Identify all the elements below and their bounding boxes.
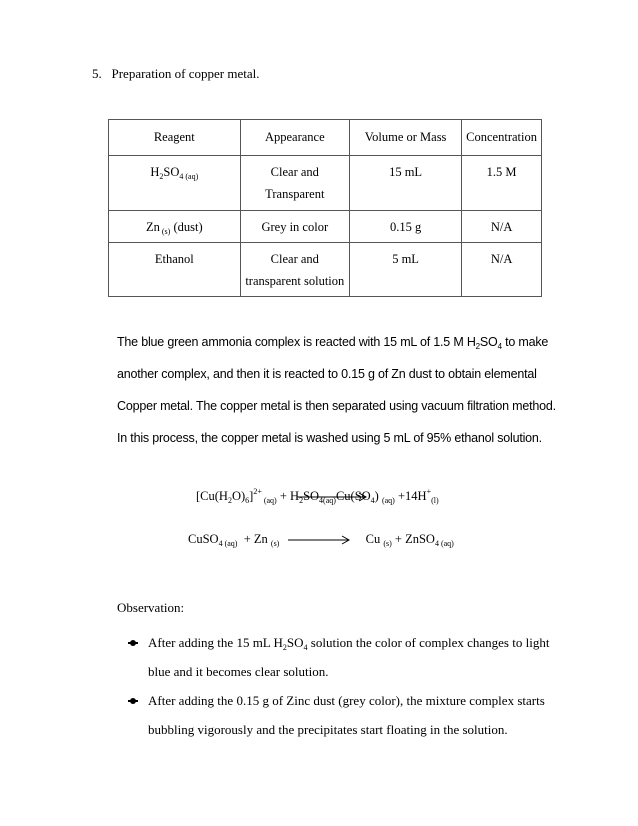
table-row [109, 156, 542, 211]
body-paragraph: The blue green ammonia complex is reacted with 15 mL of 1.5 M $H_2SO_4$ to make another complex, and then it is reacted to 0.15 g of Zn dust to obtain elemental Copper metal. The copper metal is then separated using vacuum filtration method. In this process, the copper metal is washed using 5 mL of 95% ethanol solution. [117, 335, 556, 445]
section-number: 5. [92, 66, 102, 81]
list-item: After adding the 0.15 g of Zinc dust (grey color), the mixture complex starts bubbling vigorously and the precipitates start floating in the solution. [128, 686, 568, 744]
cell-concentration: N/A [462, 211, 542, 243]
table-header-row [109, 120, 542, 156]
list-item: After adding the 15 mL $H_2SO_4$ solution the color of complex changes to light blue and it becomes clear solution. [128, 628, 568, 686]
header-reagent: Reagent [109, 120, 241, 156]
header-volume: Volume or Mass [349, 120, 461, 156]
cell-concentration: N/A [462, 243, 542, 297]
cell-reagent: $H_2SO_{4 (aq)}$ [109, 156, 241, 211]
reaction-arrow [297, 492, 369, 502]
cell-appearance: Grey in color [240, 211, 349, 243]
header-appearance: Appearance [240, 120, 349, 156]
bullet-icon [130, 640, 136, 646]
observation-list [128, 628, 568, 744]
header-concentration: Concentration [462, 120, 542, 156]
cell-reagent: Zn $_{(s)}$ (dust) [109, 211, 241, 243]
section-heading [92, 66, 260, 82]
cell-volume: 15 mL [349, 156, 461, 211]
cell-volume: 0.15 g [349, 211, 461, 243]
reaction-equation-2: CuSO$_{4 (aq)}$ + Zn $_{(s)}$ Cu $_{(s)}$ + ZnSO$_{4 (aq)}$ [188, 532, 454, 548]
cell-reagent: Ethanol [109, 243, 241, 297]
table-row [109, 243, 542, 297]
cell-appearance: Clear and Transparent [240, 156, 349, 211]
table-row [109, 211, 542, 243]
reagent-table [108, 119, 542, 297]
cell-appearance: Clear and transparent solution [240, 243, 349, 297]
bullet-icon [130, 698, 136, 704]
cell-concentration: 1.5 M [462, 156, 542, 211]
reaction-equation-1: $[Cu(H_2O)_6]^{2+}$ $_{(aq)} + H_2SO_{4(aq)}$ $Cu(SO_4)$ $_{(aq)} +14H^+_{(l)}$ [196, 487, 439, 505]
section-title: Preparation of copper metal. [111, 66, 260, 81]
cell-volume: 5 mL [349, 243, 461, 297]
observation-label: Observation: [117, 600, 185, 615]
reaction-arrow [288, 535, 352, 545]
